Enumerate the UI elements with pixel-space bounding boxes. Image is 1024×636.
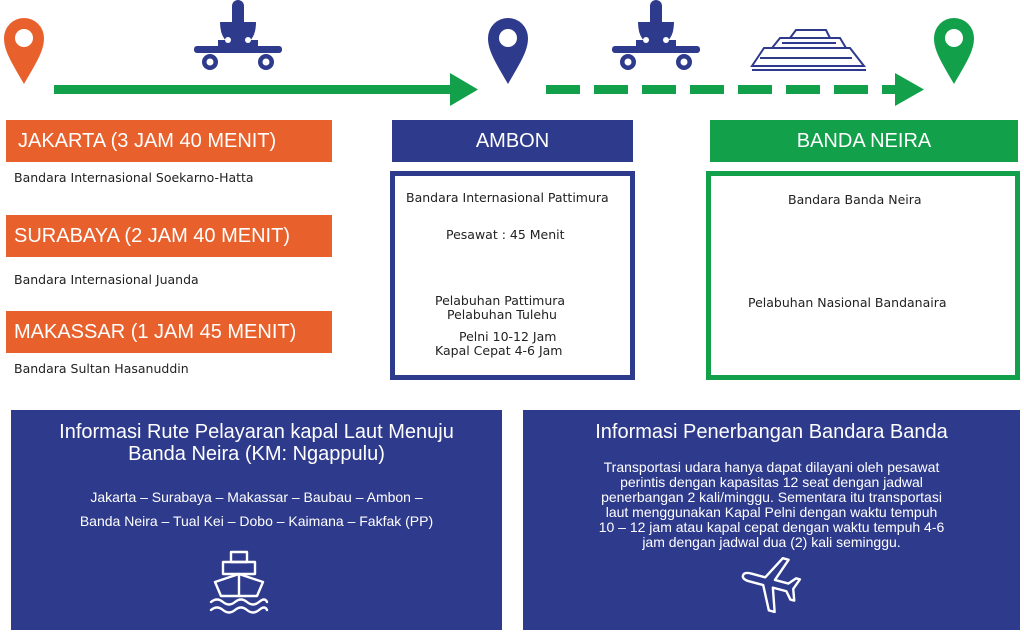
sea-panel-title-2: Banda Neira (KM: Ngappulu) [128, 443, 385, 465]
air-info-line: jam dengan jadwal dua (2) kali seminggu. [642, 534, 901, 550]
origin-header-surabaya [6, 215, 332, 257]
banda-port: Pelabuhan Nasional Bandanaira [748, 295, 947, 310]
ship-icon [207, 548, 271, 614]
ambon-header [392, 120, 633, 162]
sea-route-line-2: Banda Neira – Tual Kei – Dobo – Kaimana – Fakfak (PP) [79, 513, 434, 529]
origin-label: MAKASSAR (1 JAM 45 MENIT) [14, 320, 297, 343]
ship-icon [752, 30, 866, 70]
air-info-panel [523, 410, 1020, 630]
sea-route-panel [11, 410, 502, 630]
solid-route-arrow [54, 73, 478, 106]
air-info-line: Transportasi udara hanya dapat dilayani oleh pesawat [603, 459, 940, 475]
ambon-pelni-time: Pelni 10-12 Jam [459, 329, 557, 344]
origin-header-makassar [6, 311, 332, 353]
airplane-icon [194, 0, 282, 70]
ambon-title: AMBON [475, 129, 550, 152]
ambon-fastboat-time: Kapal Cepat 4-6 Jam [435, 343, 563, 358]
air-info-line: laut menggunakan Kapal Pelni dengan waktu tempuh [605, 504, 938, 520]
airplane-icon [612, 0, 700, 70]
airplane-icon [738, 550, 804, 616]
origin-airport: Bandara Sultan Hasanuddin [14, 361, 189, 376]
ambon-flight-time: Pesawat : 45 Menit [446, 227, 565, 242]
origin-pin-icon [4, 18, 44, 84]
banda-info-box [706, 171, 1020, 380]
ambon-port-1: Pelabuhan Pattimura [435, 293, 566, 308]
air-panel-title: Informasi Penerbangan Bandara Banda [595, 421, 948, 443]
ambon-pin-icon [488, 18, 528, 84]
ambon-airport: Bandara Internasional Pattimura [406, 190, 609, 205]
origin-airport: Bandara Internasional Soekarno-Hatta [14, 170, 254, 185]
banda-title: BANDA NEIRA [796, 129, 932, 152]
origin-airport: Bandara Internasional Juanda [14, 272, 199, 287]
air-info-line: 10 – 12 jam atau kapal cepat dengan waktu tempuh 4-6 [598, 519, 945, 535]
banda-airport: Bandara Banda Neira [788, 192, 922, 207]
air-info-line: perintis dengan kapasitas 12 seat dengan jadwal [620, 474, 923, 490]
dashed-route-arrow [546, 73, 924, 106]
origin-label: JAKARTA (3 JAM 40 MENIT) [18, 129, 277, 152]
sea-route-line-1: Jakarta – Surabaya – Makassar – Baubau – Ambon – [90, 489, 423, 505]
origin-label: SURABAYA (2 JAM 40 MENIT) [14, 224, 290, 247]
banda-pin-icon [934, 18, 974, 84]
origin-header-jakarta [6, 120, 332, 162]
air-info-line: penerbangan 2 kali/minggu. Sementara itu transportasi [601, 489, 942, 505]
ambon-port-2: Pelabuhan Tulehu [447, 307, 557, 322]
banda-header [710, 120, 1018, 162]
route-bar [0, 0, 1024, 110]
sea-panel-title-1: Informasi Rute Pelayaran kapal Laut Menuju [59, 421, 454, 443]
ambon-info-box [390, 171, 635, 380]
